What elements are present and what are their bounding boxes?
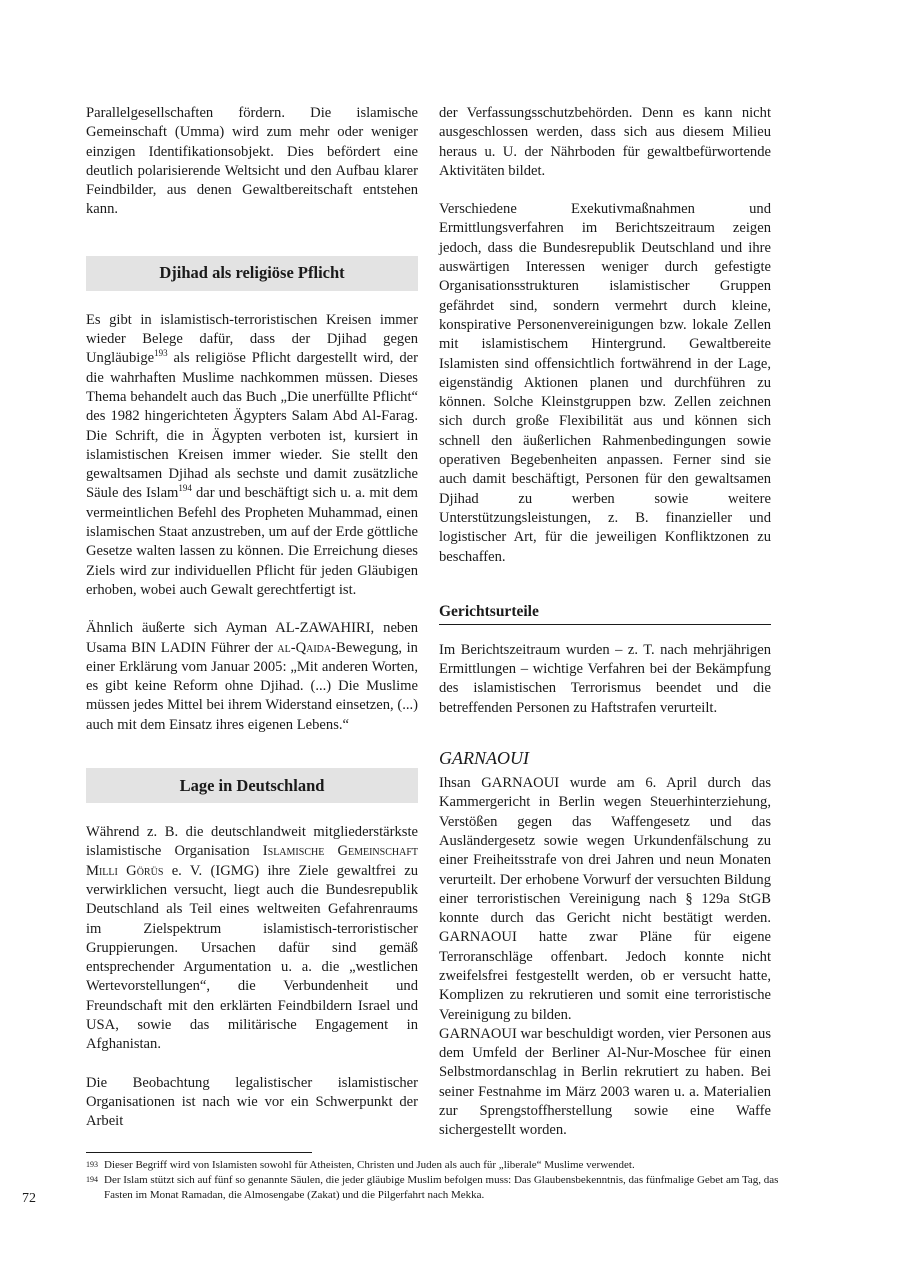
zawahiri-paragraph: Ähnlich äußerte sich Ayman AL-ZAWAHIRI, neben Usama BIN LADIN Führer der al-Qaida-Bewegung, in einer Erklärung vom Januar 2005: „Mit anderen Worten, es gibt keine Reform ohne Djihad. (...) Die Muslime müssen jedes Mittel bei ihrem Widerstand einsetzen, (...) auch mit dem Einsatz ihres eigenen Lebens.“ — [86, 620, 418, 733]
garnaoui-paragraph-1: Ihsan GARNAOUI wurde am 6. April durch das Kammergericht in Berlin wegen Steuerhinterziehung, Verstößen gegen das Waffengesetz und das Ausländergesetz sowie wegen Urkundenfälschung zu einer Freiheitsstrafe von drei Jahren und neun Monaten verurteilt. Der erhobene Vorwurf der versuchten Bildung einer terroristischen Vereinigung nach § 129a StGB konnte durch das Gericht nicht bestätigt werden. GARNAOUI hatte zwar Pläne für eigene Terroranschläge offenbart. Jedoch konnte nicht zweifelsfrei festgestellt werden, ob er versucht hatte, Komplizen zu rekrutieren und somit eine terroristische Vereinigung zu bilden. — [439, 775, 771, 1023]
case-heading-garnaoui: GARNAOUI — [439, 748, 529, 769]
org-name-igmg: Islamische Gemeinschaft Milli Görüs — [86, 843, 418, 879]
verfassungsschutz-paragraph: der Verfassungsschutzbehörden. Denn es kann nicht ausgeschlossen werden, dass sich aus diesem Milieu heraus u. U. der Nährboden für gewaltbefürwortende Aktivitäten bildet. — [439, 105, 771, 179]
garnaoui-paragraph-2: GARNAOUI war beschuldigt worden, vier Personen aus dem Umfeld der Berliner Al-Nur-Moschee für einen Selbstmordanschlag in Berlin rekrutiert zu haben. Bei seiner Festnahme im März 2003 waren u. a. Materialien zur Sprengstoffherstellung sowie eine Waffe sichergestellt worden. — [439, 1025, 771, 1139]
beobachtung-paragraph: Die Beobachtung legalistischer islamistischer Organisationen ist nach wie vor ein Schwerpunkt der Arbeit — [86, 1074, 418, 1130]
exekutiv-paragraph: Verschiedene Exekutivmaßnahmen und Ermittlungsverfahren im Berichtszeitraum zeigen jedoch, dass die Bundesrepublik Deutschland und ihre auswärtigen Interessen weniger durch gefestigte Organisationsstrukturen islamistischer Gruppen gefährdet sind, sondern vermehrt durch kleine, konspirative Personenvereinigungen bzw. lokale Zellen mit islamistischem Hintergrund. Gewaltbereite Islamisten sind offensichtlich fortwährend in der Lage, eigenständig Aktionen planen und durchführen zu können. Solche Kleinstgruppen bzw. Zellen zeichnen sich durch große Flexibilität aus und können sich schnell den äußerlichen Rahmenbedingungen sowie operativen Begebenheiten anpassen. Ferner sind sie auch damit beschäftigt, Personen für den gewaltsamen Djihad zu werben sowie weitere Unterstützungsleistungen, z. B. finanzieller und logistischer Art, für die jeweiligen Konfliktzonen zu beschaffen. — [439, 201, 771, 565]
intro-paragraph: Parallelgesellschaften fördern. Die islamische Gemeinschaft (Umma) wird zum mehr oder weniger einzigen Identifikationsobjekt. Dies befördert eine deutlich polarisierende Weltsicht und den Aufbau klarer Feindbilder, aus denen Gewaltbereitschaft entstehen kann. — [86, 105, 418, 218]
footnote-divider — [86, 1152, 312, 1153]
footnote-ref-193[interactable]: 193 — [154, 348, 168, 359]
org-name-al-qaida: al-Qaida — [277, 639, 332, 656]
lage-paragraph: Während z. B. die deutschlandweit mitgliederstärkste islamistische Organisation Islamische Gemeinschaft Milli Görüs e. V. (IGMG) ihre Ziele gewaltfrei zu verwirklichen versucht, liegt auch die Bundesrepublik Deutschland als Teil eines weltweiten Gefahrenraums im Zielspektrum islamistisch-terroristischer Gruppierungen. Ursachen dafür sind gemäß entsprechender Argumentation u. a. die „westlichen Wertevorstellungen“, die Verbundenheit und Freundschaft mit den erklärten Feindbildern Israel und USA, sowie das militärische Engagement in Afghanistan. — [86, 824, 419, 1053]
djihad-paragraph: Es gibt in islamistisch-terroristischen Kreisen immer wieder Belege dafür, dass der Djihad gegen Ungläubige$^{193}$ als religiöse Pflicht dargestellt wird, der die wahrhaften Muslime nachkommen müssen. Dieses Thema behandelt auch das Buch „Die unerfüllte Pflicht“ des 1982 hingerichteten Ägypters Salam Abd Al-Farag. Die Schrift, die in Ägypten verboten ist, kursiert in islamistischen Kreisen immer wieder. Sie stellt den gewaltsamen Djihad als sechste und damit zusätzliche Säule des Islam$^{194}$ dar und beschäftigt sich u. a. mit dem vermeintlichen Befehl des Propheten Muhammad, einen islamischen Staat anzustreben, um auf der Erde göttliche Gesetze walten lassen zu können. Die Erreichung dieses Ziels wird zur individuellen Pflicht für jeden Gläubigen erhoben, wobei auch Gewalt gerechtfertigt ist. — [86, 311, 418, 598]
section-heading-lage: Lage in Deutschland — [86, 768, 418, 803]
right-column — [439, 104, 771, 1141]
footnotes — [86, 1152, 786, 1203]
page-number: 72 — [22, 1191, 36, 1206]
footnote-194: 194 Der Islam stützt sich auf fünf so genannte Säulen, die jeder gläubige Muslim befolgen muss: Das Glaubensbekenntnis, das fünfmalige Gebet am Tag, das Fasten im Monat Ramadan, die Almosengabe (Zakat) und die Pilgerfahrt nach Mekka. — [86, 1174, 779, 1201]
footnote-193: 193 Dieser Begriff wird von Islamisten sowohl für Atheisten, Christen und Juden als auch für „liberale“ Muslime verwendet. — [86, 1159, 635, 1171]
urteile-paragraph: Im Berichtszeitraum wurden – z. T. nach mehrjährigen Ermittlungen – wichtige Verfahren bei der Bekämpfung des islamistischen Terrorismus beendet und die betreffenden Personen zu Haftstrafen verurteilt. — [439, 641, 771, 716]
section-heading-djihad: Djihad als religiöse Pflicht — [86, 256, 418, 291]
footnote-ref-194[interactable]: 194 — [178, 483, 192, 494]
subheading-gerichtsurteile: Gerichtsurteile — [439, 603, 771, 625]
left-column — [86, 104, 418, 1131]
